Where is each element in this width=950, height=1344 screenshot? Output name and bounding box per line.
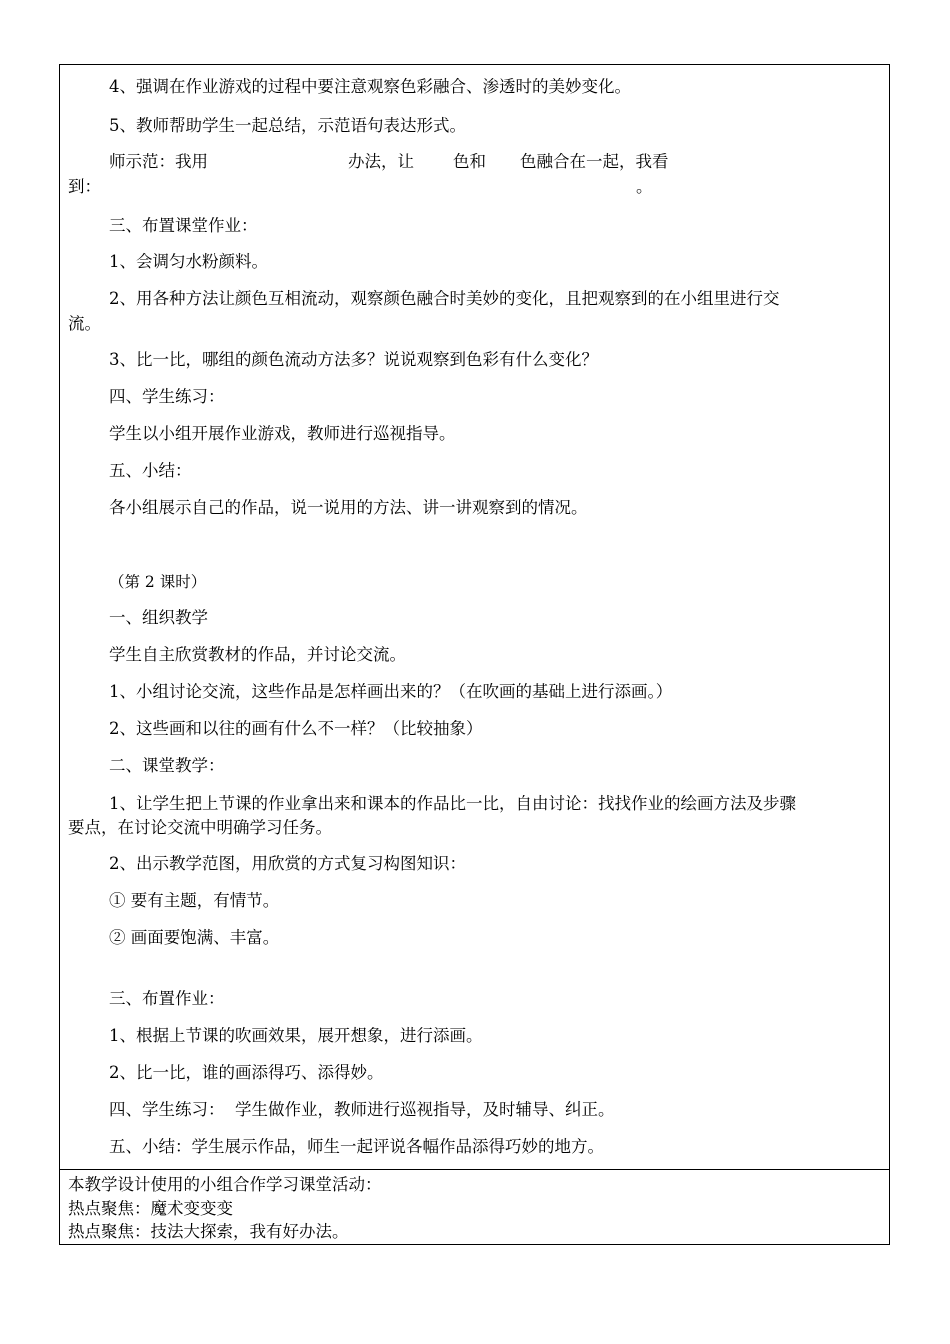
homework-1: 1、会调匀水粉颜料。 [109, 252, 268, 271]
section-5-heading: 五、小结： [109, 461, 192, 480]
l2-teach-1-cont: 要点，在讨论交流中明确学习任务。 [68, 818, 332, 837]
demo-end: 。 [636, 177, 653, 196]
demo-see: 到： [68, 177, 101, 196]
homework-3: 3、比一比，哪组的颜色流动方法多？说说观察到色彩有什么变化？ [109, 350, 598, 369]
l2-question-2: 2、这些画和以往的画有什么不一样？（比较抽象） [109, 719, 483, 738]
table-divider [60, 1169, 889, 1170]
section-3-heading: 三、布置课堂作业： [109, 216, 258, 235]
l2-composition-2: ② 画面要饱满、丰富。 [109, 928, 280, 947]
l2-composition-1: ① 要有主题，有情节。 [109, 891, 280, 910]
demo-label: 师示范：我用 [109, 152, 208, 171]
lesson-2-title: （第 2 课时） [109, 573, 207, 591]
demo-method: 办法，让 [348, 152, 414, 171]
footer-hotspot-1: 热点聚焦：魔术变变变 [68, 1199, 233, 1218]
l2-section-1: 一、组织教学 [109, 608, 208, 627]
summary-text: 各小组展示自己的作品，说一说用的方法、讲一讲观察到的情况。 [109, 498, 588, 517]
demo-color: 色和 [453, 152, 486, 171]
l2-question-1: 1、小组讨论交流，这些作品是怎样画出来的？（在吹画的基础上进行添画。） [109, 682, 673, 701]
l2-section-4: 四、学生练习： 学生做作业，教师进行巡视指导，及时辅导、纠正。 [109, 1100, 615, 1119]
practice-text: 学生以小组开展作业游戏，教师进行巡视指导。 [109, 424, 456, 443]
l2-work-1: 1、根据上节课的吹画效果，展开想象，进行添画。 [109, 1026, 483, 1045]
homework-2-cont: 流。 [68, 314, 101, 333]
l2-teach-2: 2、出示教学范图，用欣赏的方式复习构图知识： [109, 854, 466, 873]
l2-section-2: 二、课堂教学： [109, 756, 225, 775]
l2-section-3: 三、布置作业： [109, 989, 225, 1008]
l2-teach-1: 1、让学生把上节课的作业拿出来和课本的作品比一比，自由讨论：找找作业的绘画方法及步骤 [109, 794, 796, 813]
l2-section-5: 五、小结：学生展示作品，师生一起评说各幅作品添得巧妙的地方。 [109, 1137, 604, 1156]
footer-hotspot-2: 热点聚焦：技法大探索，我有好办法。 [68, 1222, 349, 1241]
footer-activity: 本教学设计使用的小组合作学习课堂活动： [68, 1175, 382, 1194]
l2-appreciate: 学生自主欣赏教材的作品，并讨论交流。 [109, 645, 406, 664]
lesson-plan-table [59, 64, 890, 1245]
demo-blend: 色融合在一起，我看 [520, 152, 669, 171]
step-4: 4、强调在作业游戏的过程中要注意观察色彩融合、渗透时的美妙变化。 [109, 77, 631, 96]
step-5: 5、教师帮助学生一起总结，示范语句表达形式。 [109, 116, 466, 135]
l2-work-2: 2、比一比，谁的画添得巧、添得妙。 [109, 1063, 384, 1082]
homework-2: 2、用各种方法让颜色互相流动，观察颜色融合时美妙的变化，且把观察到的在小组里进行交 [109, 289, 780, 308]
section-4-heading: 四、学生练习： [109, 387, 225, 406]
